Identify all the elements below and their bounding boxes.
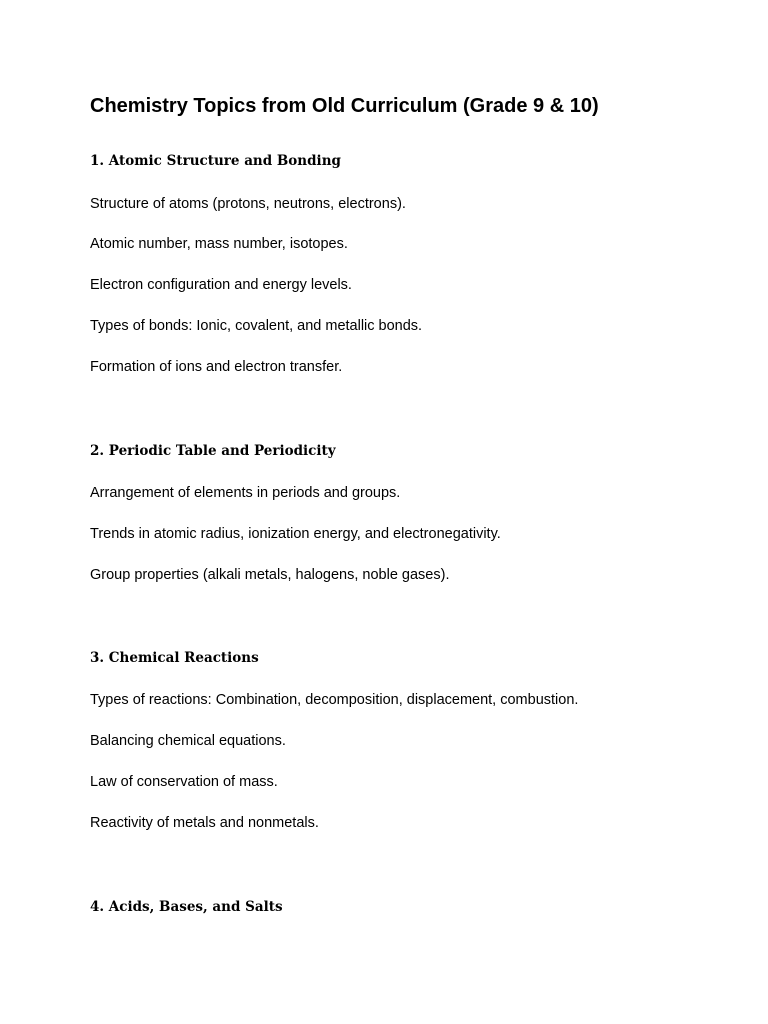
section-heading-atomic-structure: 1. Atomic Structure and Bonding <box>90 153 341 169</box>
list-item: Types of reactions: Combination, decomposition, displacement, combustion. <box>90 692 579 708</box>
list-item: Law of conservation of mass. <box>90 774 278 790</box>
list-item: Types of bonds: Ionic, covalent, and metallic bonds. <box>90 318 423 334</box>
section-heading-acids-bases-salts: 4. Acids, Bases, and Salts <box>90 899 283 915</box>
list-item: Arrangement of elements in periods and groups. <box>90 485 401 501</box>
list-item: Reactivity of metals and nonmetals. <box>90 815 319 831</box>
list-item: Atomic number, mass number, isotopes. <box>90 236 348 252</box>
list-item: Trends in atomic radius, ionization energy, and electronegativity. <box>90 526 501 542</box>
list-item: Balancing chemical equations. <box>90 733 286 749</box>
list-item: Structure of atoms (protons, neutrons, electrons). <box>90 196 406 212</box>
section-heading-chemical-reactions: 3. Chemical Reactions <box>90 650 259 666</box>
page-title: Chemistry Topics from Old Curriculum (Grade 9 & 10) <box>90 95 599 117</box>
section-heading-periodic-table: 2. Periodic Table and Periodicity <box>90 443 336 459</box>
list-item: Electron configuration and energy levels. <box>90 277 352 293</box>
list-item: Formation of ions and electron transfer. <box>90 359 343 375</box>
list-item: Group properties (alkali metals, halogens, noble gases). <box>90 567 450 583</box>
